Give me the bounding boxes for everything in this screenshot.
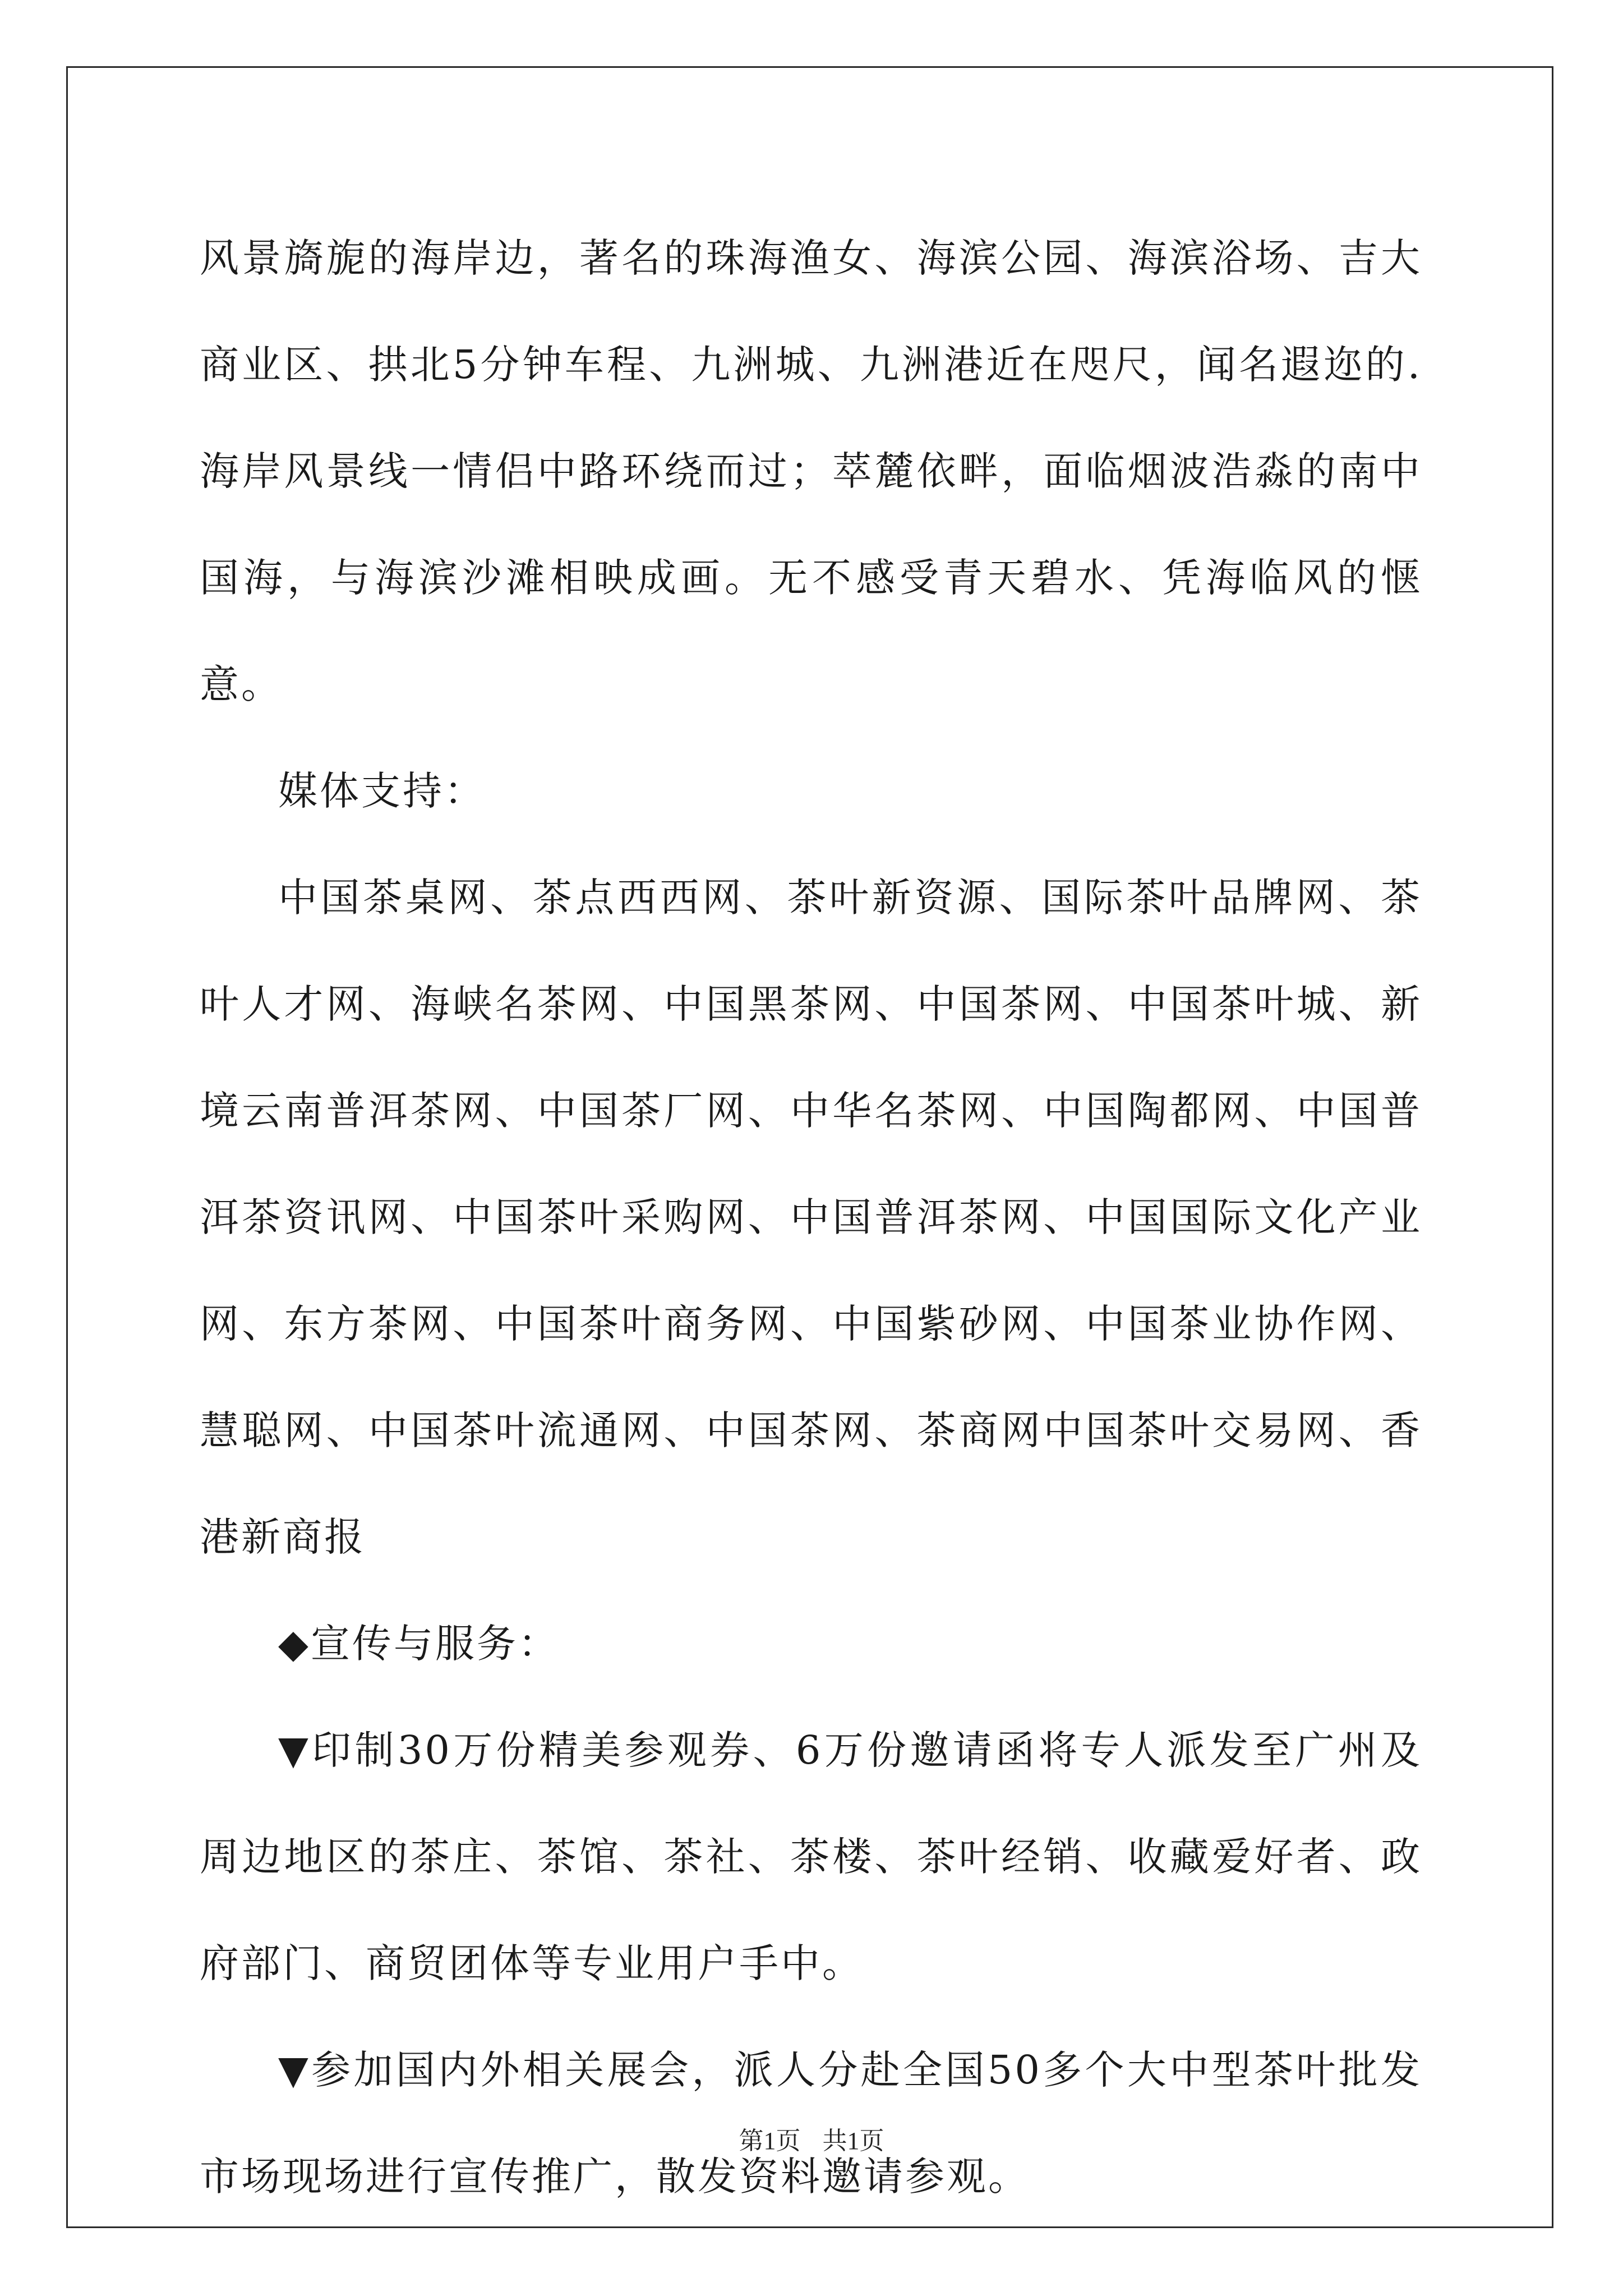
- page-number: 第1页: [739, 2127, 801, 2155]
- paragraph-scenery: 风景旖旎的海岸边，著名的珠海渔女、海滨公园、海滨浴场、吉大商业区、拱北5分钟车程、九洲城、九洲港近在咫尺，闻名遐迩的.海岸风景线一情侣中路环绕而过；萃麓依畔，面临烟波浩淼的南中国海，与海滨沙滩相映成画。无不感受青天碧水、凭海临风的惬意。: [200, 235, 1422, 707]
- paragraph-promotion-exhibitions: ▼参加国内外相关展会，派人分赴全国50多个大中型茶叶批发市场现场进行宣传推广，散发资料邀请参观。: [200, 2047, 1422, 2200]
- paragraph-promotion-heading: ◆宣传与服务：: [278, 1621, 560, 1667]
- page-footer: [0, 2120, 1623, 2156]
- page-total: 共1页: [822, 2127, 884, 2155]
- paragraph-media-list: 中国茶桌网、茶点西西网、茶叶新资源、国际茶叶品牌网、茶叶人才网、海峡名茶网、中国黑茶网、中国茶网、中国茶叶城、新境云南普洱茶网、中国茶厂网、中华名茶网、中国陶都网、中国普洱茶资讯网、中国茶叶采购网、中国普洱茶网、中国国际文化产业网、东方茶网、中国茶叶商务网、中国紫砂网、中国茶业协作网、慧聪网、中国茶叶流通网、中国茶网、茶商网中国茶叶交易网、香港新商报: [200, 875, 1422, 1560]
- paragraph-media-heading: 媒体支持：: [278, 768, 486, 814]
- paragraph-promotion-tickets: ▼印制30万份精美参观券、6万份邀请函将专人派发至广州及周边地区的茶庄、茶馆、茶社、茶楼、茶叶经销、收藏爱好者、政府部门、商贸团体等专业用户手中。: [200, 1727, 1422, 1986]
- document-body: [200, 205, 1422, 2230]
